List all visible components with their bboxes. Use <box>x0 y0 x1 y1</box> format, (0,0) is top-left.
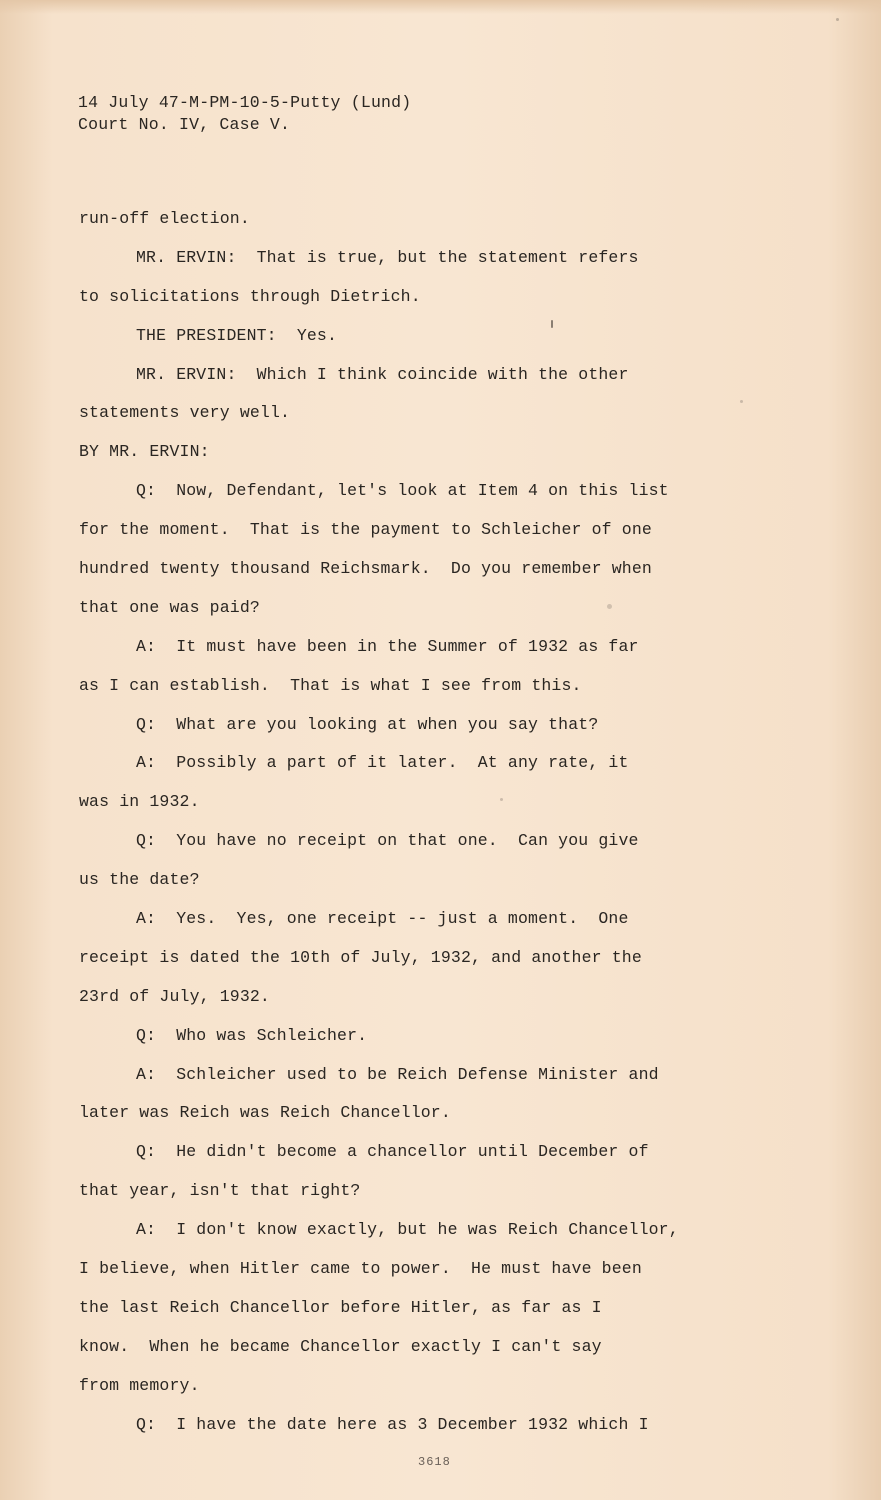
transcript-line: THE PRESIDENT: Yes. <box>136 325 338 345</box>
paper-speck <box>740 400 743 403</box>
transcript-line: Q: You have no receipt on that one. Can you give <box>136 831 639 851</box>
transcript-line: hundred twenty thousand Reichsmark. Do you remember when <box>79 559 652 579</box>
paper-speck <box>500 798 503 801</box>
header-court-line: Court No. IV, Case V. <box>78 115 291 134</box>
document-header <box>78 92 411 136</box>
transcript-line: that one was paid? <box>79 597 260 617</box>
paper-edge <box>0 0 881 14</box>
transcript-line: receipt is dated the 10th of July, 1932, and another the <box>79 947 642 967</box>
paper-speck <box>551 320 553 328</box>
transcript-line: A: Schleicher used to be Reich Defense Minister and <box>136 1064 659 1084</box>
transcript-line: was in 1932. <box>79 792 200 812</box>
paper-speck <box>607 604 612 609</box>
transcript-line: later was Reich was Reich Chancellor. <box>79 1103 451 1123</box>
transcript-line: us the date? <box>79 870 200 890</box>
transcript-line: A: I don't know exactly, but he was Reich Chancellor, <box>136 1220 679 1240</box>
transcript-line: statements very well. <box>79 403 291 423</box>
transcript-line: for the moment. That is the payment to Schleicher of one <box>79 520 652 540</box>
transcript-line: the last Reich Chancellor before Hitler, as far as I <box>79 1297 602 1317</box>
transcript-line: know. When he became Chancellor exactly I can't say <box>79 1336 602 1356</box>
transcript-line: from memory. <box>79 1375 200 1395</box>
transcript-line: Q: He didn't become a chancellor until December of <box>136 1142 649 1162</box>
transcript-line: Q: What are you looking at when you say that? <box>136 714 599 734</box>
transcript-line: Q: I have the date here as 3 December 1932 which I <box>136 1414 649 1434</box>
transcript-line: I believe, when Hitler came to power. He must have been <box>79 1259 642 1279</box>
transcript-line: A: It must have been in the Summer of 1932 as far <box>136 636 639 656</box>
transcript-line: MR. ERVIN: That is true, but the statement refers <box>136 247 639 267</box>
transcript-line: Q: Who was Schleicher. <box>136 1025 368 1045</box>
transcript-line: BY MR. ERVIN: <box>79 442 210 462</box>
transcript-line: A: Possibly a part of it later. At any rate, it <box>136 753 629 773</box>
transcript-line: Q: Now, Defendant, let's look at Item 4 on this list <box>136 481 669 501</box>
paper-speck <box>836 18 839 21</box>
header-session-line: 14 July 47-M-PM-10-5-Putty (Lund) <box>78 93 412 112</box>
transcript-line: run-off election. <box>79 209 250 228</box>
transcript-line: A: Yes. Yes, one receipt -- just a moment. One <box>136 909 629 929</box>
page-number: 3618 <box>418 1455 451 1469</box>
transcript-line: MR. ERVIN: Which I think coincide with the other <box>136 364 629 384</box>
transcript-line: 23rd of July, 1932. <box>79 986 270 1006</box>
transcript-body <box>79 205 759 1450</box>
transcript-line: as I can establish. That is what I see from this. <box>79 675 582 695</box>
transcript-line: to solicitations through Dietrich. <box>79 286 421 306</box>
transcript-line: that year, isn't that right? <box>79 1181 361 1201</box>
